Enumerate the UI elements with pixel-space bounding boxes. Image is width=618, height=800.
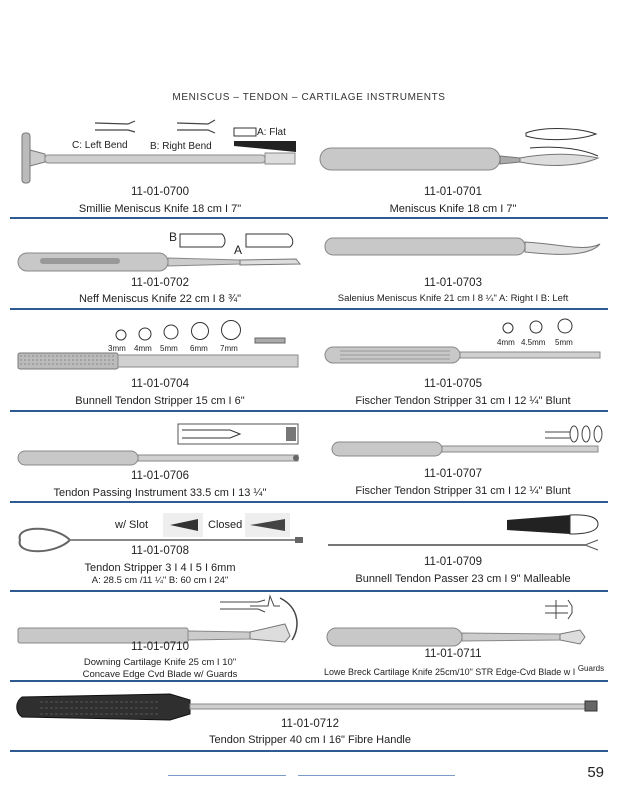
product-description: Fischer Tendon Stripper 31 cm I 12 ¼" Blunt [355, 485, 571, 497]
variant-label-b: B [169, 230, 178, 244]
variant-label-a: A: Flat [257, 127, 286, 138]
page-number: 59 [587, 764, 604, 781]
product-description: Bunnell Tendon Stripper 15 cm I 6" [75, 395, 245, 407]
product-description: Tendon Stripper 40 cm I 16" Fibre Handle [208, 734, 411, 746]
product-code: 11-01-0700 [131, 186, 189, 198]
product-code: 11-01-0710 [131, 641, 189, 653]
page-header: MENISCUS – TENDON – CARTILAGE INSTRUMENTS [172, 92, 446, 103]
product-description: Downing Cartilage Knife 25 cm I 10" [83, 657, 237, 668]
product-sizes: A: 28.5 cm /11 ¼" B: 60 cm I 24" [91, 575, 229, 586]
variant-label-a: A [234, 243, 243, 257]
size-5mm: 5mm [160, 344, 178, 353]
product-description: Meniscus Knife 18 cm I 7" [389, 203, 517, 215]
size-5mm: 5mm [555, 338, 573, 347]
product-code: 11-01-0712 [281, 718, 339, 730]
size-4-5mm: 4.5mm [521, 338, 546, 347]
product-code: 11-01-0706 [131, 470, 189, 482]
product-description: Tendon Stripper 3 I 4 I 5 I 6mm [84, 562, 236, 574]
product-description: Fischer Tendon Stripper 31 cm I 12 ¼" Blunt [355, 395, 571, 407]
product-description: Neff Meniscus Knife 22 cm I 8 ¾" [78, 293, 242, 305]
product-description-text: Lowe Breck Cartilage Knife 25cm/10" STR Edge-Cvd Blade w I [324, 667, 576, 677]
product-code: 11-01-0705 [424, 378, 482, 390]
product-code: 11-01-0708 [131, 545, 189, 557]
product-code: 11-01-0711 [424, 648, 482, 660]
variant-label-c: C: Left Bend [72, 140, 128, 151]
footer-line-right [298, 775, 455, 776]
product-blade: Concave Edge Cvd Blade w/ Guards [82, 669, 238, 680]
product-code: 11-01-0701 [424, 186, 482, 198]
product-description: Bunnell Tendon Passer 23 cm I 9" Malleable [355, 573, 571, 585]
product-description: Tendon Passing Instrument 33.5 cm I 13 ¼" [53, 487, 267, 499]
product-description-sup: Guards [577, 664, 605, 673]
variant-label-b: B: Right Bend [150, 141, 212, 152]
size-6mm: 6mm [190, 344, 208, 353]
product-code: 11-01-0703 [424, 277, 482, 289]
row-divider [10, 750, 608, 752]
product-code: 11-01-0704 [131, 378, 189, 390]
product-description: Salenius Meniscus Knife 21 cm I 8 ¼" A: Right I B: Left [337, 293, 569, 304]
size-4mm: 4mm [497, 338, 515, 347]
product-description: Smillie Meniscus Knife 18 cm I 7" [78, 203, 242, 215]
variant-label-closed: Closed [208, 519, 243, 531]
footer-line-left [168, 775, 286, 776]
size-7mm: 7mm [220, 344, 238, 353]
size-4mm: 4mm [134, 344, 152, 353]
product-code: 11-01-0702 [131, 277, 189, 289]
size-3mm: 3mm [108, 344, 126, 353]
product-code: 11-01-0707 [424, 468, 482, 480]
product-code: 11-01-0709 [424, 556, 482, 568]
variant-label-slot: w/ Slot [115, 519, 149, 531]
